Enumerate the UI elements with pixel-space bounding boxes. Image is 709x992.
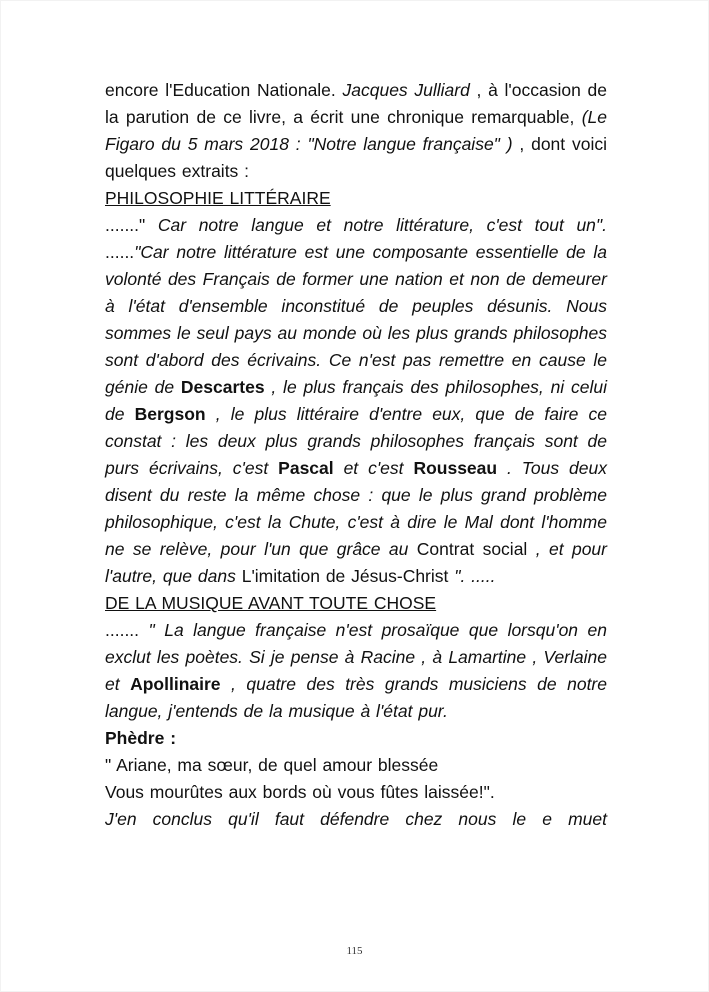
heading-philosophie-litteraire [105,185,607,212]
musique-body-paragraph [105,617,607,725]
text-segment: , et pour l'autre, que dans [105,539,607,586]
text-segment: L'imitation de Jésus-Christ [241,566,455,586]
quote-line-paragraph [105,212,607,239]
text-segment: Pascal [278,458,334,478]
verse-line-2 [105,779,607,806]
text-segment: . Tous deux disent du reste la même chose : que le plus grand problème philosophique, c'est la Chute, c'est à dire le Mal dont l'homme ne se relève, pour l'un que grâce au [105,458,607,559]
text-segment: , à l'occasion de la parution de ce livre, a écrit une chronique remarquable, [105,80,608,127]
text-segment: Jacques Julliard [342,80,470,100]
text-segment: DE LA MUSIQUE AVANT TOUTE CHOSE [105,593,437,613]
text-segment: (Le Figaro du 5 mars 2018 : "Notre langue française" ) [105,107,607,154]
text-segment: PHILOSOPHIE LITTÉRAIRE [105,188,331,208]
text-segment: "Car notre littérature est une composante essentielle de la volonté des Français de former une nation et non de demeurer à l'état d'ensemble inconstitué de peuples désunis. Nous sommes le seul pays au monde où les plus grands philosophes sont d'abord des écrivains. Ce n'est pas remettre en cause le génie de [105,242,607,397]
text-segment: J'en conclus qu'il faut défendre chez nous le e muet [105,809,607,829]
heading-musique [105,590,607,617]
phedre-label-paragraph [105,725,607,752]
text-segment: , le plus littéraire d'entre eux, que de faire ce constat : les deux plus grands philosophes français sont de purs écrivains, c'est [105,404,607,478]
page-body [105,77,607,833]
philosophie-body-paragraph [105,239,607,590]
text-segment: ...... [105,242,135,262]
text-segment: " Ariane, ma sœur, de quel amour blessée [105,755,439,775]
text-segment: ". ..... [454,566,496,586]
text-segment: ......." [105,215,158,235]
conclusion-paragraph [105,806,607,833]
text-segment: Rousseau [413,458,498,478]
text-segment: , quatre des très grands musiciens de notre langue, j'entends de la musique à l'état pur. [105,674,607,721]
text-segment: ....... [105,620,149,640]
text-segment: et c'est [333,458,414,478]
text-segment: " La langue française n'est prosaïque que lorsqu'on en exclut les poètes. Si je pense à Racine , à Lamartine , Verlaine et [105,620,607,694]
text-segment: Contrat social [416,539,536,559]
text-segment: Bergson [134,404,206,424]
text-segment: encore l'Education Nationale. [105,80,343,100]
text-segment: Vous mourûtes aux bords où vous fûtes laissée!". [105,782,495,802]
intro-paragraph [105,77,607,185]
text-segment: Descartes [180,377,265,397]
verse-line-1 [105,752,607,779]
text-segment: , dont voici quelques extraits : [105,134,607,181]
page-number: 115 [346,945,363,957]
text-segment: , le plus français des philosophes, ni celui de [105,377,607,424]
text-segment: Phèdre : [105,728,177,748]
text-segment: Car notre langue et notre littérature, c'est tout un". [157,215,607,235]
text-segment: Apollinaire [130,674,221,694]
